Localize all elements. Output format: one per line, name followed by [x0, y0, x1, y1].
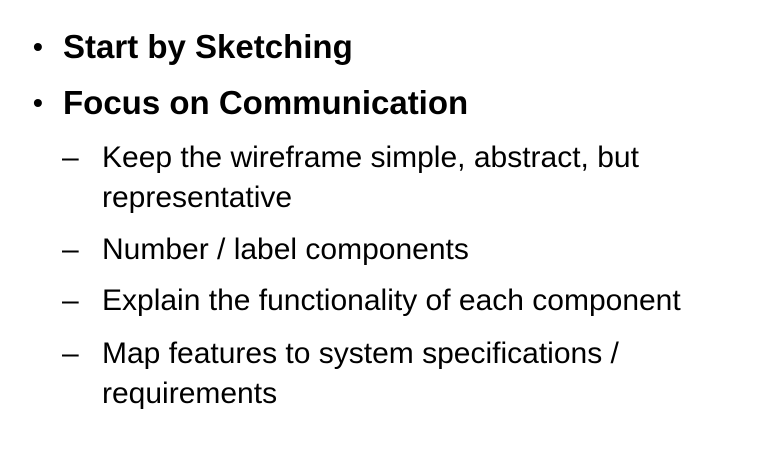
dash-marker: – [62, 233, 79, 266]
bullet-marker: • [33, 31, 43, 62]
dash-marker: – [62, 141, 79, 174]
subbullet-text: Explain the functionality of each component [102, 284, 681, 317]
bullet-marker: • [33, 87, 43, 118]
subbullet-text: Keep the wireframe simple, abstract, but representative [102, 141, 639, 214]
bullet-text: Focus on Communication [63, 84, 469, 121]
subbullet-text: Map features to system specifications / requirements [102, 337, 619, 410]
dash-marker: – [62, 337, 79, 370]
dash-marker: – [62, 284, 79, 317]
bullet-text: Start by Sketching [63, 28, 353, 65]
subbullet-text: Number / label components [102, 233, 469, 266]
